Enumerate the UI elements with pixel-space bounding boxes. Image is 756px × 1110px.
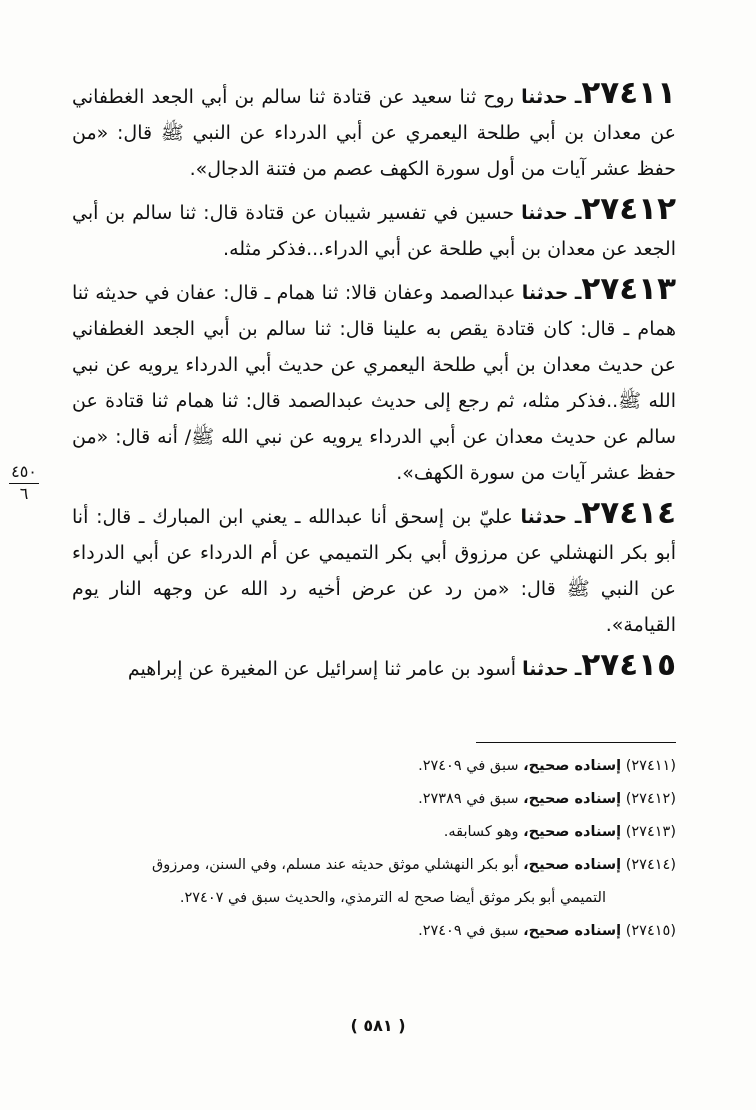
hadith-text: عبدالصمد وعفان قالا: ثنا همام ـ قال: عفان في حديثه ثنا همام ـ قال: كان قتادة يقص به علينا قال: ثنا سالم بن أبي الجعد الغطفاني عن حديث معدان بن أبي طلحة اليعمري عن حديث أبي الدرداء يرويه عن نبي الله ﷺ..فذكر مثله، ثم رجع إلى حديث عبدالصمد قال: ثنا همام ثنا قتادة عن سالم عن حديث معدان عن أبي الدرداء يرويه عن نبي الله ﷺ/ أنه قال: «من حفظ عشر آيات من سورة الكهف».	[72, 282, 676, 484]
page-number: ( ٥٨١ )	[350, 1016, 406, 1035]
footnote-text: وهو كسابقه.	[443, 824, 524, 840]
haddathana-label: حدثنا	[520, 506, 568, 528]
hadith-number: ٢٧٤١٤	[581, 495, 676, 531]
haddathana-label: حدثنا	[522, 658, 569, 680]
hadith-dash: ـ	[574, 658, 582, 680]
hadith-text: أسود بن عامر ثنا إسرائيل عن المغيرة عن إبراهيم	[127, 658, 523, 680]
main-text	[72, 75, 676, 687]
hadith-text: عليّ بن إسحق أنا عبدالله ـ يعني ابن المبارك ـ قال: أنا أبو بكر النهشلي عن مرزوق أبي بكر التميمي عن أم الدرداء عن أبي الدرداء عن النبي ﷺ قال: «من رد عن عرض أخيه رد الله عن وجهه النار يوم القيامة».	[72, 506, 676, 636]
footnote-27414	[72, 849, 676, 882]
hadith-dash: ـ	[574, 506, 582, 528]
haddathana-label: حدثنا	[521, 202, 568, 224]
footnote-27412	[72, 783, 676, 816]
haddathana-label: حدثنا	[521, 86, 568, 108]
hadith-27412	[72, 191, 676, 267]
hadith-text: روح ثنا سعيد عن قتادة ثنا سالم بن أبي الجعد الغطفاني عن معدان بن أبي طلحة اليعمري عن أبي الدرداء عن النبي ﷺ قال: «من حفظ عشر آيات من أول سورة الكهف عصم من فتنة الدجال».	[72, 86, 676, 180]
footnote-27415	[72, 915, 676, 948]
footnote-ref: (٢٧٤١١)	[625, 758, 676, 774]
footnote-27411	[72, 750, 676, 783]
hadith-27414	[72, 495, 676, 643]
footnote-divider	[476, 742, 676, 743]
hadith-dash: ـ	[574, 86, 582, 108]
margin-page-number: ٦	[19, 484, 29, 503]
footnote-grade: إسناده صحيح،	[523, 923, 622, 939]
haddathana-label: حدثنا	[521, 282, 569, 304]
hadith-text: حسين في تفسير شيبان عن قتادة قال: ثنا سالم بن أبي الجعد عن معدان بن أبي طلحة عن أبي الدراء...فذكر مثله.	[72, 202, 676, 260]
hadith-dash: ـ	[574, 202, 582, 224]
footnotes	[72, 750, 676, 948]
footnote-grade: إسناده صحيح،	[523, 758, 622, 774]
footnote-ref: (٢٧٤١٢)	[625, 791, 676, 807]
hadith-number: ٢٧٤١٣	[581, 271, 677, 307]
footnote-ref: (٢٧٤١٣)	[625, 824, 676, 840]
footnote-grade: إسناده صحيح،	[523, 857, 622, 873]
footnote-grade: إسناده صحيح،	[523, 791, 622, 807]
footnote-text: سبق في ٢٧٤٠٩.	[418, 923, 524, 939]
footnote-text: سبق في ٢٧٣٨٩.	[418, 791, 524, 807]
margin-volume-number: ٤٥٠	[9, 462, 39, 484]
footnote-ref: (٢٧٤١٥)	[625, 923, 676, 939]
footnote-text: أبو بكر النهشلي موثق حديثه عند مسلم، وفي السنن، ومرزوق	[151, 857, 524, 873]
hadith-dash: ـ	[574, 282, 582, 304]
hadith-27415	[72, 647, 676, 687]
hadith-number: ٢٧٤١٥	[581, 647, 676, 683]
hadith-27411	[72, 75, 676, 187]
footnote-text: سبق في ٢٧٤٠٩.	[418, 758, 524, 774]
hadith-number: ٢٧٤١٢	[581, 191, 676, 227]
footnote-27413	[72, 816, 676, 849]
margin-volume-page-note	[9, 462, 39, 504]
hadith-27413	[72, 271, 676, 491]
footnote-27414-continuation: التميمي أبو بكر موثق أيضا صحح له الترمذي، والحديث سبق في ٢٧٤٠٧.	[179, 890, 606, 906]
footnote-ref: (٢٧٤١٤)	[625, 857, 676, 873]
hadith-number: ٢٧٤١١	[581, 75, 676, 111]
footnote-grade: إسناده صحيح،	[523, 824, 622, 840]
